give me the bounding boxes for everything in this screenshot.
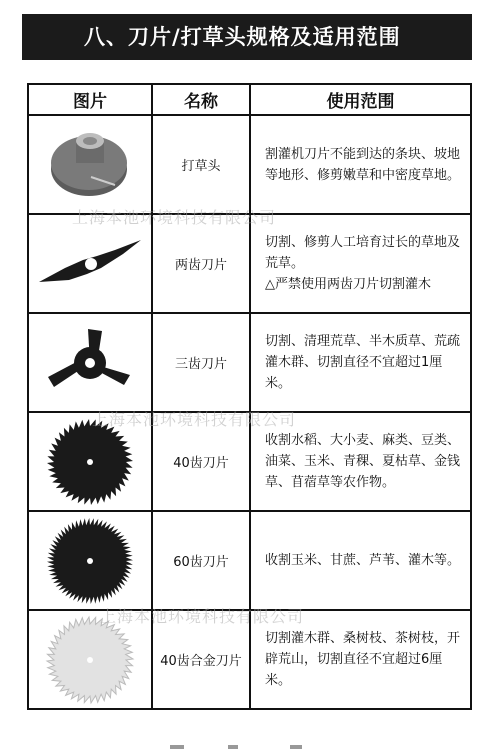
watermark: 上海本池环境科技有限公司 xyxy=(72,208,277,227)
blade-name: 40齿合金刀片 xyxy=(152,610,250,709)
three-tooth-blade-icon xyxy=(40,323,140,403)
table-row xyxy=(28,214,471,313)
40-tooth-saw-blade-icon xyxy=(45,417,135,507)
header-image: 图片 xyxy=(28,84,152,115)
usage-desc: 收割水稻、大小麦、麻类、豆类、油菜、玉米、青稞、夏枯草、金钱草、苜蓿草等农作物。 xyxy=(265,433,461,490)
image-cell xyxy=(28,412,152,511)
blade-name: 打草头 xyxy=(152,115,250,214)
usage-desc: 切割灌木群、桑树枝、茶树枝，开辟荒山，切割直径不宜超过6厘米。 xyxy=(265,631,461,688)
usage-desc: 切割、修剪人工培育过长的草地及荒草。 xyxy=(265,235,461,271)
usage-desc: 割灌机刀片不能到达的条块、坡地等地形、修剪嫩草和中密度草地。 xyxy=(265,146,461,183)
image-cell xyxy=(28,115,152,214)
image-cell xyxy=(28,610,152,709)
table-row xyxy=(28,511,471,610)
usage-text xyxy=(250,610,471,709)
blade-name: 两齿刀片 xyxy=(152,214,250,313)
header-name: 名称 xyxy=(152,84,250,115)
image-cell xyxy=(28,313,152,412)
spec-table xyxy=(27,83,472,710)
usage-text xyxy=(250,214,471,313)
two-tooth-blade-icon xyxy=(35,234,145,294)
blade-name: 三齿刀片 xyxy=(152,313,250,412)
table-row xyxy=(28,115,471,214)
usage-text xyxy=(250,115,471,214)
cropped-text-fragments xyxy=(0,735,492,750)
usage-text xyxy=(250,412,471,511)
60-tooth-saw-blade-icon xyxy=(45,516,135,606)
usage-desc: 收割玉米、甘蔗、芦苇、灌木等。 xyxy=(265,553,461,568)
table-header-row xyxy=(28,84,471,115)
page-title: 八、刀片/打草头规格及适用范围 xyxy=(22,14,472,60)
table-row xyxy=(28,313,471,412)
watermark: 上海本池环境科技有限公司 xyxy=(100,607,305,626)
usage-text xyxy=(250,511,471,610)
blade-name: 60齿刀片 xyxy=(152,511,250,610)
usage-text xyxy=(250,313,471,412)
table-row xyxy=(28,412,471,511)
trimmer-head-icon xyxy=(45,125,135,205)
header-usage: 使用范围 xyxy=(250,84,471,115)
40-tooth-alloy-blade-icon xyxy=(45,615,135,705)
table-row xyxy=(28,610,471,709)
blade-name: 40齿刀片 xyxy=(152,412,250,511)
image-cell xyxy=(28,511,152,610)
watermark: 上海本池环境科技有限公司 xyxy=(92,410,297,429)
usage-desc: 切割、清理荒草、半木质草、荒疏灌木群、切割直径不宜超过1厘米。 xyxy=(265,334,461,391)
warning-text: △严禁使用两齿刀片切割灌木 xyxy=(265,277,431,292)
image-cell xyxy=(28,214,152,313)
